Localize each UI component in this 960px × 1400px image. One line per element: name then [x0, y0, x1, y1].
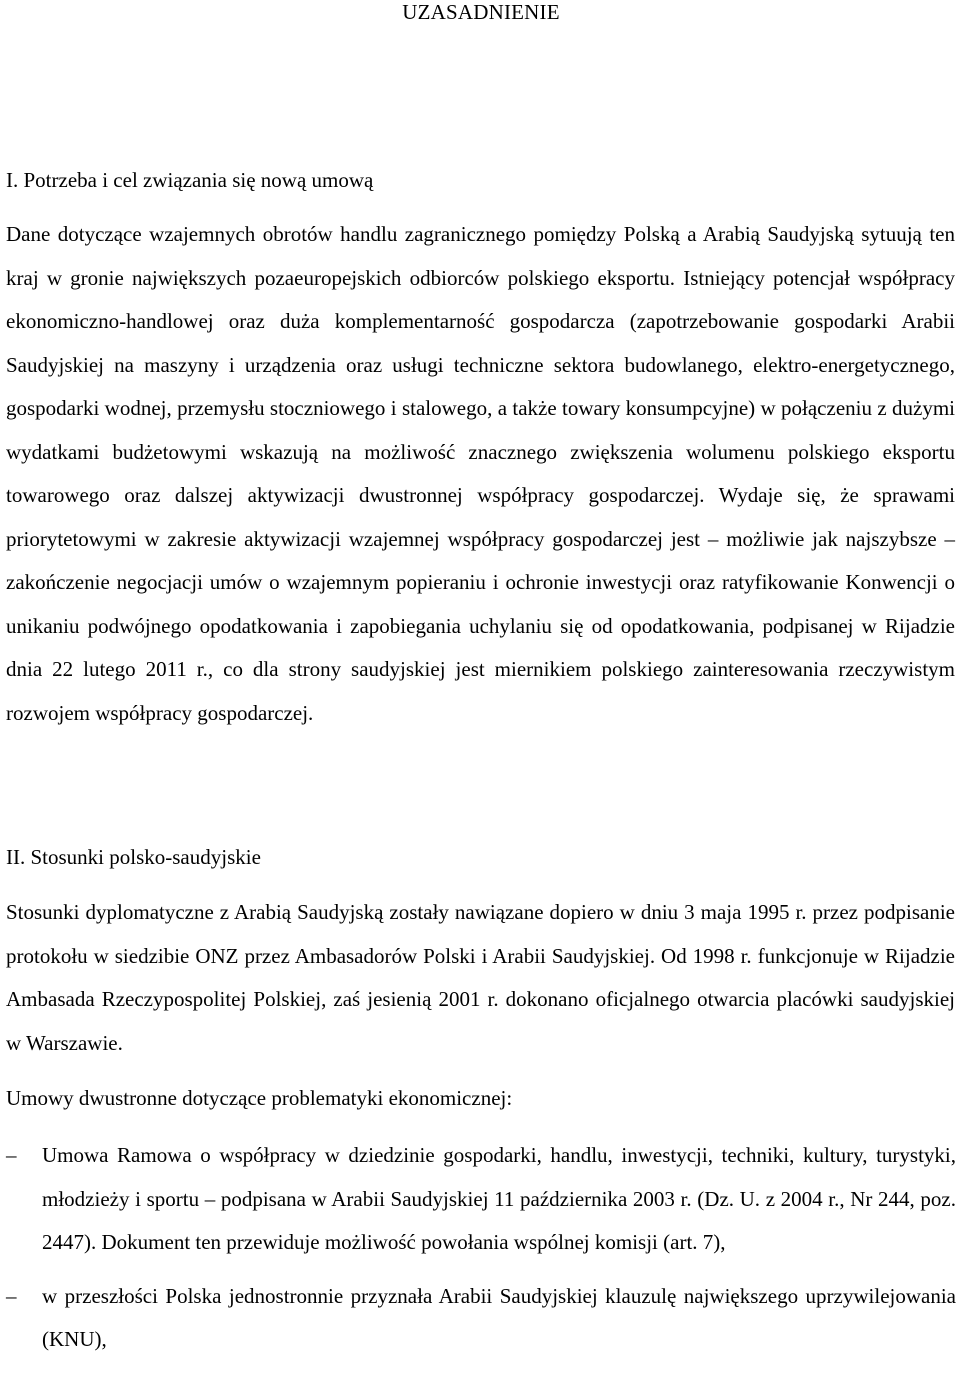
list-item [6, 1134, 956, 1265]
list-item-text: w przeszłości Polska jednostronnie przyznała Arabii Saudyjskiej klauzulę największego uprzywilejowania (KNU), [42, 1283, 956, 1351]
section-1-paragraph: Dane dotyczące wzajemnych obrotów handlu zagranicznego pomiędzy Polską a Arabią Saudyjską sytuują ten kraj w gronie największych pozaeuropejskich odbiorców polskiego eksportu. Istniejący potencjał współpracy ekonomiczno-handlowej oraz duża komplementarność gospodarcza (zapotrzebowanie gospodarki Arabii Saudyjskiej na maszyny i urządzenia oraz usługi techniczne sektora budowlanego, elektro-energetycznego, gospodarki wodnej, przemysłu stoczniowego i stalowego, a także towary konsumpcyjne) w połączeniu z dużymi wydatkami budżetowymi wskazują na możliwość znacznego zwiększenia wolumenu polskiego eksportu towarowego oraz dalszej aktywizacji dwustronnej współpracy gospodarczej. Wydaje się, że sprawami priorytetowymi w zakresie aktywizacji wzajemnej współpracy gospodarczej jest – możliwie jak najszybsze – zakończenie negocjacji umów o wzajemnym popieraniu i ochronie inwestycji oraz ratyfikowanie Konwencji o unikaniu podwójnego opodatkowania i zapobiegania uchylaniu się od opodatkowania, podpisanej w Rijadzie dnia 22 lutego 2011 r., co dla strony saudyjskiej jest miernikiem polskiego zainteresowania rzeczywistym rozwojem współpracy gospodarczej. [6, 222, 955, 725]
agreements-list [6, 1134, 956, 1372]
list-bullet: – [6, 1283, 17, 1308]
agreements-heading: Umowy dwustronne dotyczące problematyki ekonomicznej: [6, 1086, 513, 1110]
list-bullet: – [6, 1143, 17, 1167]
section-heading-1: I. Potrzeba i cel związania się nową umową [6, 168, 374, 192]
list-item [6, 1275, 956, 1362]
document-title: UZASADNIENIE [402, 0, 560, 24]
section-2-paragraph: Stosunki dyplomatyczne z Arabią Saudyjską zostały nawiązane dopiero w dniu 3 maja 1995 r. przez podpisanie protokołu w siedzibie ONZ przez Ambasadorów Polski i Arabii Saudyjskiej. Od 1998 r. funkcjonuje w Rijadzie Ambasada Rzeczypospolitej Polskiej, zaś jesienią 2001 r. dokonano oficjalnego otwarcia placówki saudyjskiej w Warszawie. [6, 900, 955, 1055]
list-item-text: Umowa Ramowa o współpracy w dziedzinie gospodarki, handlu, inwestycji, techniki, kultury, turystyki, młodzieży i sportu – podpisana w Arabii Saudyjskiej 11 października 2003 r. (Dz. U. z 2004 r., Nr 244, poz. 2447). Dokument ten przewiduje możliwość powołania wspólnej komisji (art. 7), [42, 1143, 956, 1254]
section-heading-2: II. Stosunki polsko-saudyjskie [6, 845, 261, 869]
